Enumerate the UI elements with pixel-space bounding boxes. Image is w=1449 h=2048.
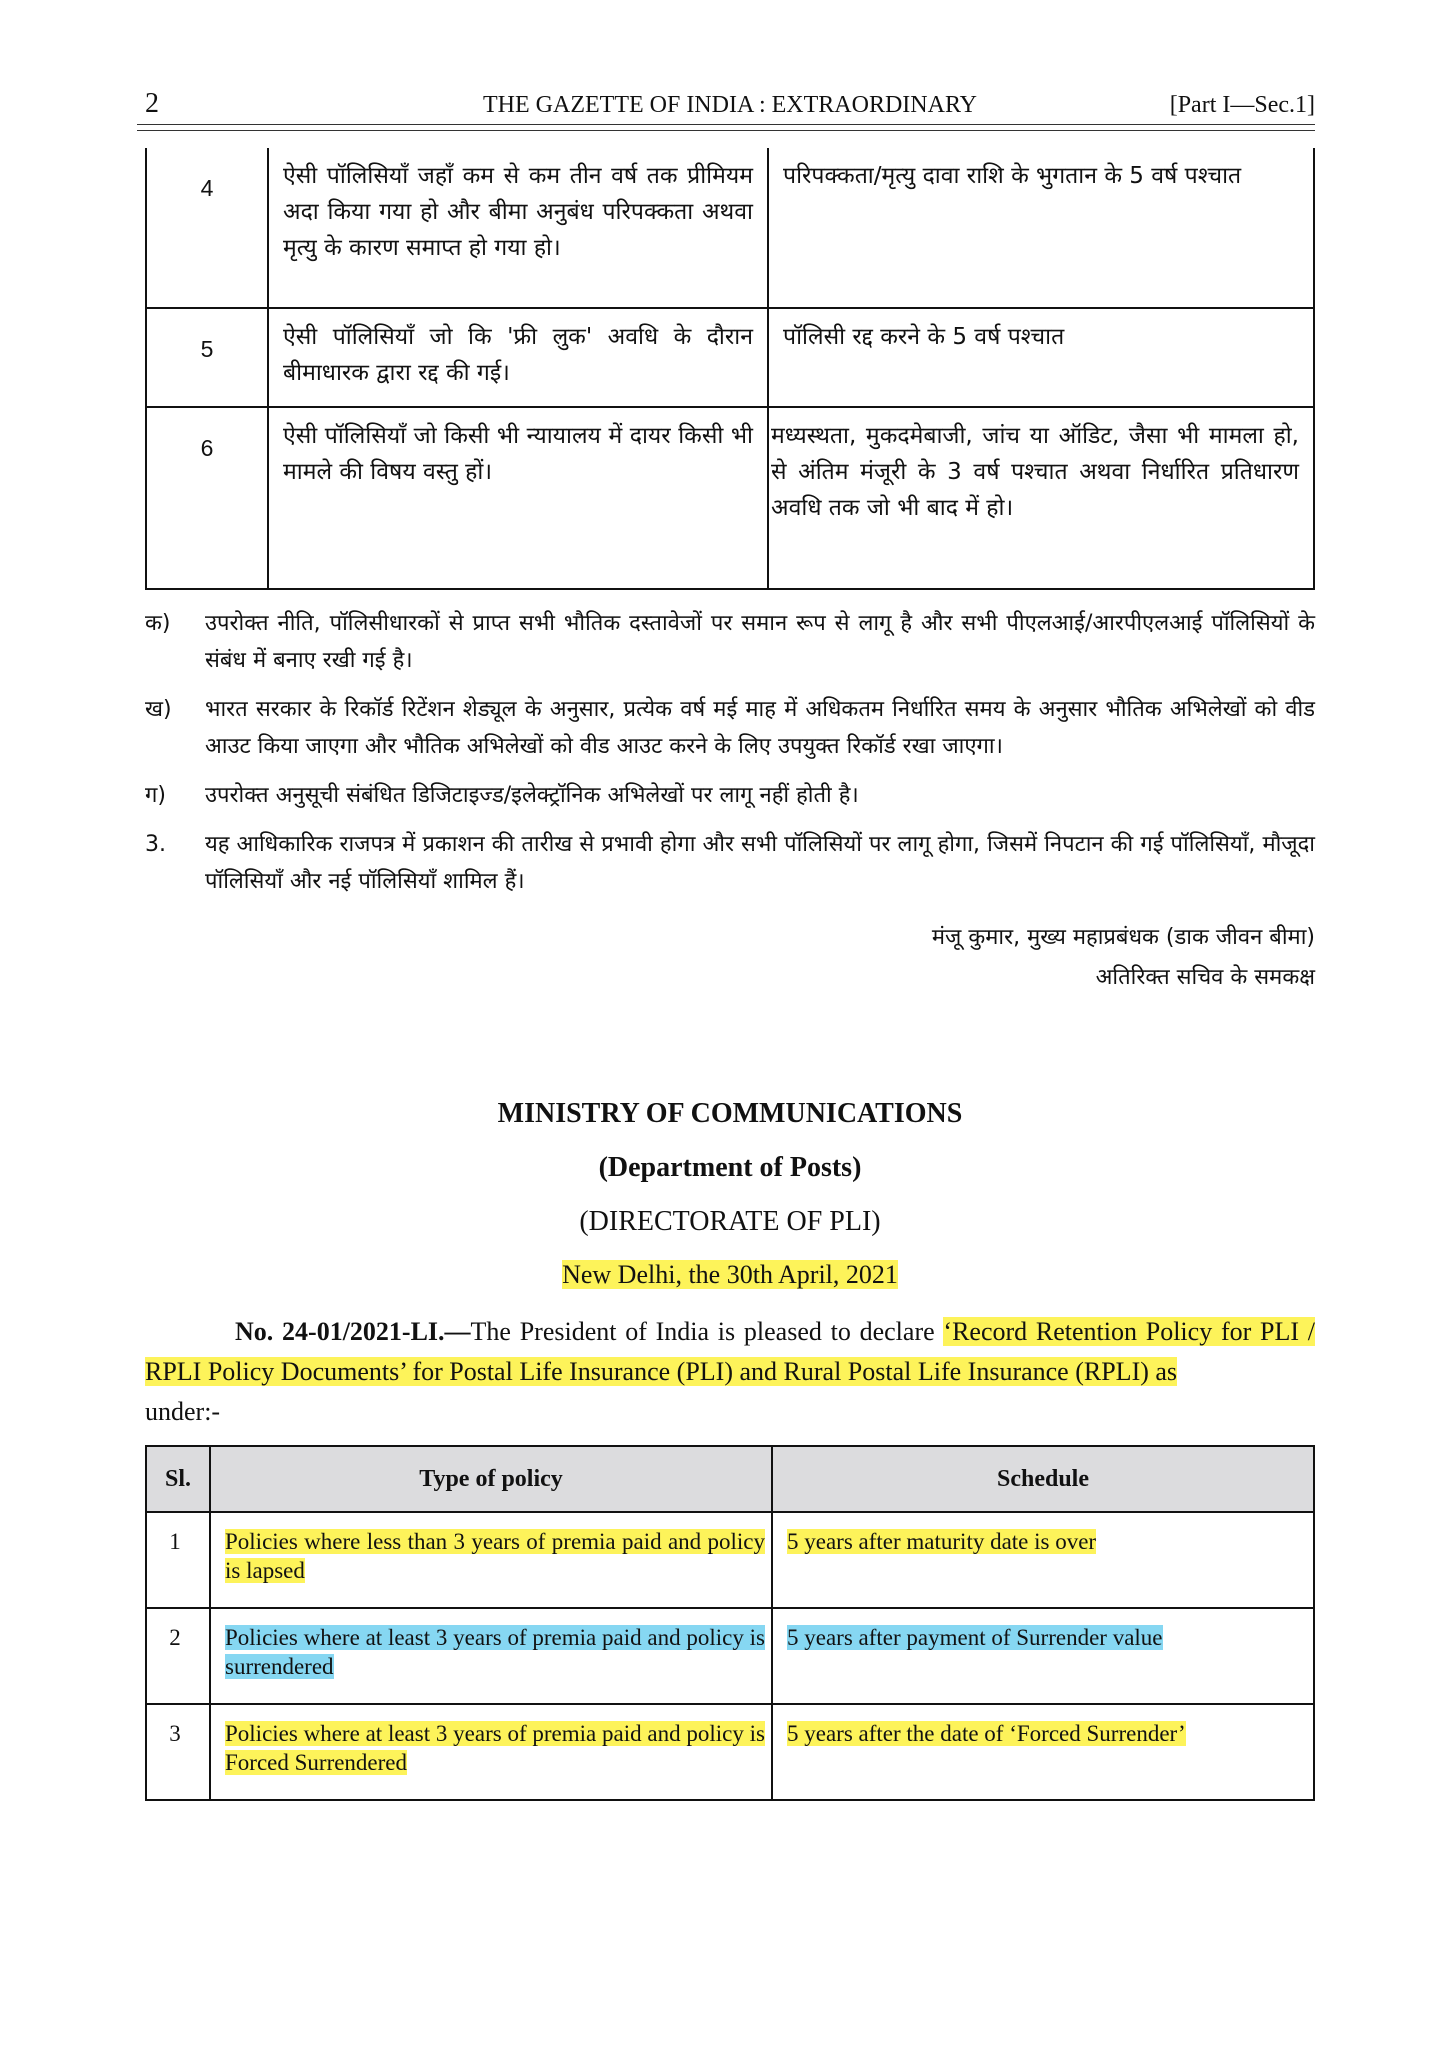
type-cell (210, 1704, 772, 1800)
schedule-cell (772, 1608, 1314, 1704)
note-item (145, 826, 1315, 900)
notification-text: The President of India is pleased to declare (470, 1317, 944, 1346)
schedule-cell: परिपक्कता/मृत्यु दावा राशि के भुगतान के 5 वर्ष पश्चात (768, 148, 1314, 308)
schedule-text: 5 years after the date of ‘Forced Surrender’ (787, 1721, 1186, 1746)
note-label: 3. (145, 832, 166, 857)
notification-number: No. 24-01/2021-LI.— (235, 1317, 471, 1346)
department-heading: (Department of Posts) (598, 1152, 862, 1183)
part-section: [Part I—Sec.1] (1169, 92, 1315, 118)
signatory-rank: अतिरिक्त सचिव के समकक्ष (1095, 965, 1315, 990)
schedule-text: 5 years after maturity date is over (787, 1529, 1097, 1554)
note-text: उपरोक्त अनुसूची संबंधित डिजिटाइज्ड/इलेक्ट्रॉनिक अभिलेखों पर लागू नहीं होती है। (205, 783, 859, 808)
gazette-title: THE GAZETTE OF INDIA : EXTRAORDINARY (483, 92, 977, 118)
sl-cell: 4 (146, 148, 268, 308)
type-cell (210, 1608, 772, 1704)
table-row (146, 1704, 1314, 1800)
type-cell: ऐसी पॉलिसियाँ जो कि 'फ्री लुक' अवधि के दौरान बीमाधारक द्वारा रद्द की गई। (268, 308, 768, 407)
hindi-schedule-table (145, 148, 1315, 590)
schedule-cell (772, 1512, 1314, 1608)
header-sl: Sl. (146, 1446, 210, 1512)
note-label: ग) (145, 783, 166, 808)
date-text: New Delhi, the 30th April, 2021 (562, 1260, 898, 1289)
header-type: Type of policy (210, 1446, 772, 1512)
schedule-cell (772, 1704, 1314, 1800)
note-text: उपरोक्त नीति, पॉलिसीधारकों से प्राप्त सभी भौतिक दस्तावेजों पर समान रूप से लागू है और सभी पीएलआई/आरपीएलआई पॉलिसियों के संबंध में बनाए रखी गई है। (205, 611, 1315, 673)
sl-cell: 6 (146, 407, 268, 589)
sl-cell: 3 (146, 1704, 210, 1800)
type-text: Policies where at least 3 years of premia paid and policy is surrendered (225, 1625, 765, 1679)
page-number: 2 (145, 88, 159, 119)
table-row (146, 308, 1314, 407)
schedule-text: 5 years after payment of Surrender value (787, 1625, 1163, 1650)
page-header (145, 88, 1315, 118)
type-cell: ऐसी पॉलिसियाँ जहाँ कम से कम तीन वर्ष तक प्रीमियम अदा किया गया हो और बीमा अनुबंध परिपक्कता अथवा मृत्यु के कारण समाप्त हो गया हो। (268, 148, 768, 308)
table-header-row (146, 1446, 1314, 1512)
table-row (146, 407, 1314, 589)
note-item (145, 691, 1315, 765)
type-text: Policies where at least 3 years of premia paid and policy is Forced Surrendered (225, 1721, 765, 1775)
note-item (145, 605, 1315, 679)
english-schedule-table (145, 1445, 1315, 1801)
header-schedule: Schedule (772, 1446, 1314, 1512)
table-row (146, 1512, 1314, 1608)
signature-block (145, 918, 1315, 998)
note-label: क) (145, 611, 171, 636)
note-text: यह आधिकारिक राजपत्र में प्रकाशन की तारीख से प्रभावी होगा और सभी पॉलिसियों पर लागू होगा, जिसमें निपटान की गई पॉलिसियाँ, मौजूदा पॉलिसियाँ और नई पॉलिसियाँ शामिल हैं। (205, 832, 1315, 894)
signatory-name: मंजू कुमार, मुख्य महाप्रबंधक (डाक जीवन बीमा) (931, 925, 1315, 950)
type-cell: ऐसी पॉलिसियाँ जो किसी भी न्यायालय में दायर किसी भी मामले की विषय वस्तु हों। (268, 407, 768, 589)
note-text: भारत सरकार के रिकॉर्ड रिटेंशन शेड्यूल के अनुसार, प्रत्येक वर्ष मई माह में अधिकतम निर्धारित समय के अनुसार भौतिक अभिलेखों को वीड आउट किया जाएगा और भौतिक अभिलेखों को वीड आउट करने के लिए उपयुक्त रिकॉर्ड रखा जाएगा। (205, 697, 1315, 759)
table-row (146, 148, 1314, 308)
directorate-heading: (DIRECTORATE OF PLI) (579, 1206, 881, 1237)
notes-section (145, 605, 1315, 998)
sl-cell: 1 (146, 1512, 210, 1608)
ministry-heading: MINISTRY OF COMMUNICATIONS (497, 1098, 963, 1129)
header-rule (137, 124, 1315, 125)
schedule-cell: मध्यस्थता, मुकदमेबाजी, जांच या ऑडिट, जैसा भी मामला हो, से अंतिम मंजूरी के 3 वर्ष पश्चात अथवा निर्धारित प्रतिधारण अवधि तक जो भी बाद में हो। (768, 407, 1314, 589)
sl-cell: 5 (146, 308, 268, 407)
note-item (145, 777, 1315, 814)
sl-cell: 2 (146, 1608, 210, 1704)
notification-highlight: ‘Record Retention Policy for PLI / RPLI Policy Documents’ for Postal Life Insurance (PLI) and Rural Postal Life Insurance (RPLI) as (145, 1317, 1315, 1386)
schedule-cell: पॉलिसी रद्द करने के 5 वर्ष पश्चात (768, 308, 1314, 407)
notification-end: under:- (145, 1397, 221, 1426)
type-cell (210, 1512, 772, 1608)
note-label: ख) (145, 697, 172, 722)
header-rule (137, 130, 1315, 131)
table-row (146, 1608, 1314, 1704)
date-line (145, 1260, 1315, 1290)
type-text: Policies where less than 3 years of premia paid and policy is lapsed (225, 1529, 765, 1583)
notification-paragraph (145, 1312, 1315, 1432)
